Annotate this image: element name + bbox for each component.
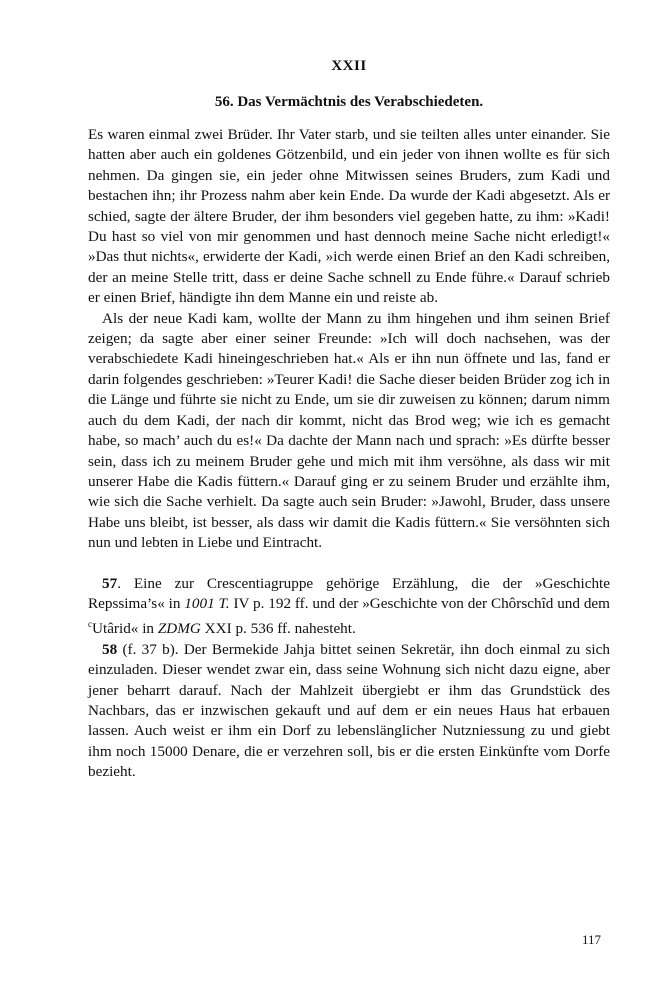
note-58-number: 58 <box>102 640 118 658</box>
section-title: 56. Das Vermächtnis des Verabschiedeten. <box>214 94 484 110</box>
note-57-number: 57 <box>102 574 118 592</box>
note-57-superscript: c <box>88 619 92 630</box>
section-spacer <box>88 554 610 574</box>
story-paragraph-1: Es waren einmal zwei Brüder. Ihr Vater starb, und sie teilten alles unter einander. Sie hatten aber auch ein goldenes Götzenbild, und ein jeder von ihnen wollte es für sich nehmen. Da gingen sie, ein jeder ohne Mitwissen seines Bruders, zum Kadi und bestachen ihn; ihr Prozess nahm aber kein Ende. Da wurde der Kadi abgesetzt. Als er schied, sagte der ältere Bruder, der ihm besonders viel gegeben hatte, zu ihm: »Kadi! Du hast so viel von mir genommen und hast dennoch meine Sache nicht erledigt!« »Das thut nichts«, erwiderte der Kadi, »ich werde einen Brief an den Kadi schreiben, der an meine Stelle tritt, dass er deine Sache schnell zu Ende führe.« Darauf schrieb er einen Brief, händigte ihn dem Manne ein und reiste ab. <box>88 126 610 307</box>
note-58 <box>88 640 610 783</box>
page-content <box>88 58 610 783</box>
note-57-italic-a: 1001 T. <box>184 594 230 612</box>
note-57 <box>88 574 610 640</box>
page-number: 117 <box>582 932 602 947</box>
story-paragraph-2: Als der neue Kadi kam, wollte der Mann zu ihm hingehen und ihm seinen Brief zeigen; da sagte aber einer seiner Freunde: »Ich will doch nachsehen, was der verabschiedete Kadi hineingeschrieben hat.« Als er ihn nun öffnete und las, fand er darin folgendes geschrieben: »Teurer Kadi! die Sache dieser beiden Brüder zog ich in die Länge und führte sie nicht zu Ende, um sie dir zuweisen zu können; darum nimm auch du dem Kadi, der nach dir kommt, nicht das Brod weg; wie ich es gemacht habe, so mach’ auch du es!« Da dachte der Mann nach und sprach: »Es dürfte besser sein, dass ich zu meinem Bruder gehe und mich mit ihm versöhne, als dass wir mit unserer Habe die Kadis füttern.« Darauf ging er zu seinem Bruder und erzählte ihm, wie sich die Sache verhielt. Da sagte auch sein Bruder: »Jawohl, Bruder, dass unsere Habe uns bleibt, ist besser, als dass wir damit die Kadis füttern.« Sie versöhnten sich nun und lebten in Liebe und Eintracht. <box>88 309 610 552</box>
chapter-heading: XXII <box>331 58 367 74</box>
note-58-text: (f. 37 b). Der Bermekide Jahja bittet seinen Sekretär, ihn doch einmal zu sich einzuladen. Dieser wendet zwar ein, dass seine Wohnung sich nicht dazu eigne, aber jener beharrt darauf. Nach der Mahlzeit übergiebt er ihm das Grundstück des Nachbars, das er inzwischen gekauft und auf dem er ein neues Haus hat erbauen lassen. Auch weist er ihm ein Dorf zu lebenslänglicher Nutzniessung zu und giebt ihm noch 15000 Denare, die er verzehren soll, bis er die ersten Einkünfte vom Dorfe bezieht. <box>88 640 610 781</box>
note-57-text-d: XXI p. 536 ff. nahesteht. <box>200 620 356 638</box>
note-57-text-b: IV p. 192 ff. und der »Geschichte von der Chôrschîd und dem <box>229 594 610 612</box>
note-57-italic-b: ZDMG <box>157 620 201 638</box>
note-57-text-a: . Eine zur Crescentiagruppe gehörige Erzählung, die der »Geschichte Repssima’s« in <box>88 574 610 612</box>
note-57-text-c: Utârid« in <box>92 620 158 638</box>
